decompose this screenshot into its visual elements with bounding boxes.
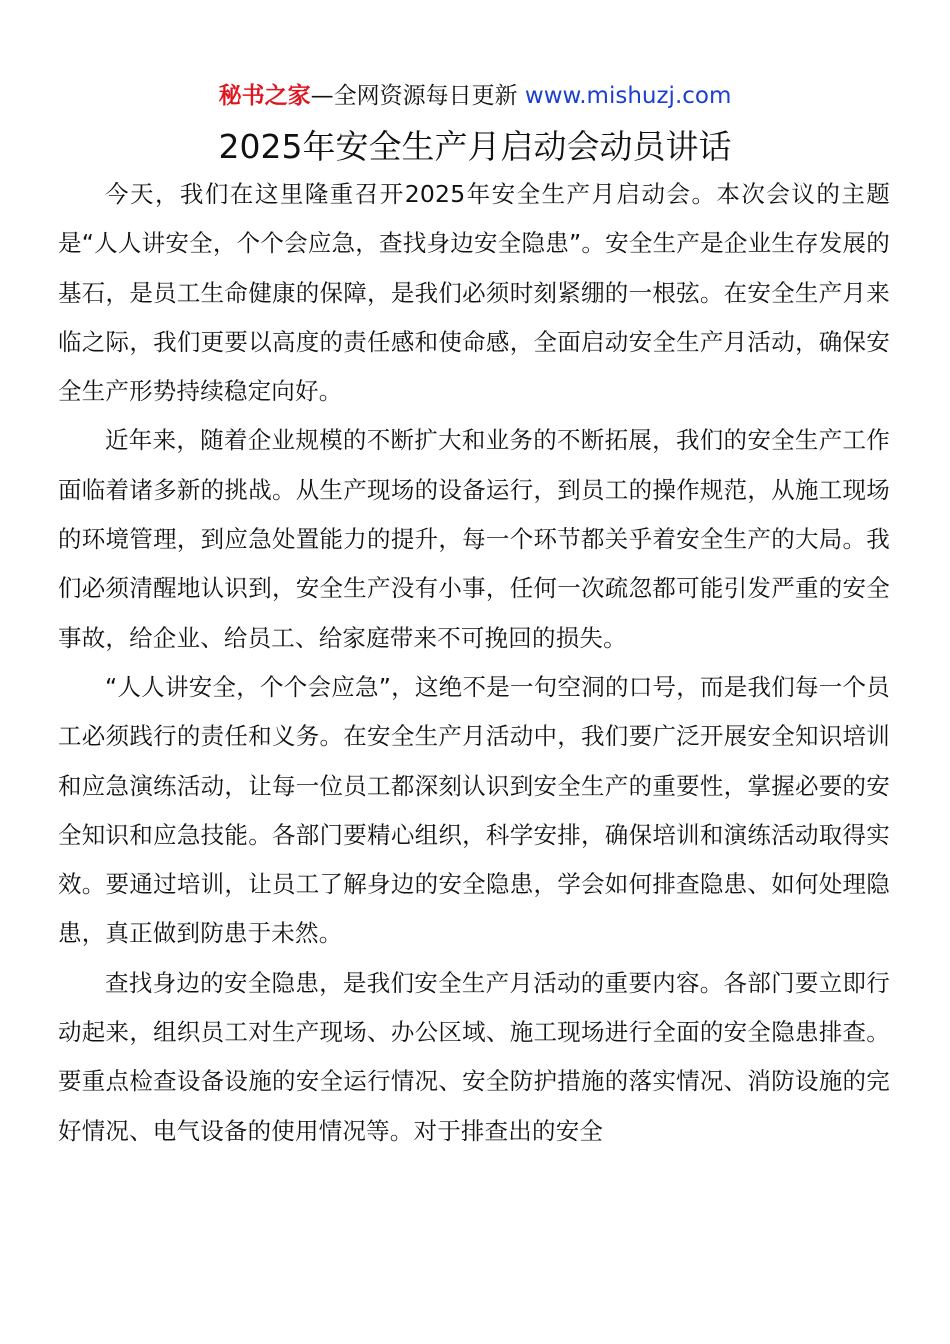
- header-tagline: —全网资源每日更新: [310, 83, 518, 109]
- site-header: [0, 80, 950, 112]
- document-body: [58, 170, 890, 1156]
- brand-name: 秘书之家: [218, 83, 311, 109]
- paragraph: “人人讲安全，个个会应急”，这绝不是一句空洞的口号，而是我们每一个员工必须践行的责任和义务。在安全生产月活动中，我们要广泛开展安全知识培训和应急演练活动，让每一位员工都深刻认识到安全生产的重要性，掌握必要的安全知识和应急技能。各部门要精心组织，科学安排，确保培训和演练活动取得实效。要通过培训，让员工了解身边的安全隐患，学会如何排查隐患、如何处理隐患，真正做到防患于未然。: [58, 672, 890, 948]
- paragraph: 查找身边的安全隐患，是我们安全生产月活动的重要内容。各部门要立即行动起来，组织员工对生产现场、办公区域、施工现场进行全面的安全隐患排查。要重点检查设备设施的安全运行情况、安全防护措施的落实情况、消防设施的完好情况、电气设备的使用情况等。对于排查出的安全: [58, 968, 890, 1145]
- paragraph: 今天，我们在这里隆重召开2025年安全生产月启动会。本次会议的主题是“人人讲安全，个个会应急，查找身边安全隐患”。安全生产是企业生存发展的基石，是员工生命健康的保障，是我们必须时刻紧绷的一根弦。在安全生产月来临之际，我们更要以高度的责任感和使命感，全面启动安全生产月活动，确保安全生产形势持续稳定向好。: [58, 180, 890, 406]
- site-url-link[interactable]: www.mishuzj.com: [524, 83, 732, 109]
- paragraph: 近年来，随着企业规模的不断扩大和业务的不断拓展，我们的安全生产工作面临着诸多新的挑战。从生产现场的设备运行，到员工的操作规范，从施工现场的环境管理，到应急处置能力的提升，每一个环节都关乎着安全生产的大局。我们必须清醒地认识到，安全生产没有小事，任何一次疏忽都可能引发严重的安全事故，给企业、给员工、给家庭带来不可挽回的损失。: [58, 426, 890, 652]
- document-title: 2025年安全生产月启动会动员讲话: [218, 127, 732, 166]
